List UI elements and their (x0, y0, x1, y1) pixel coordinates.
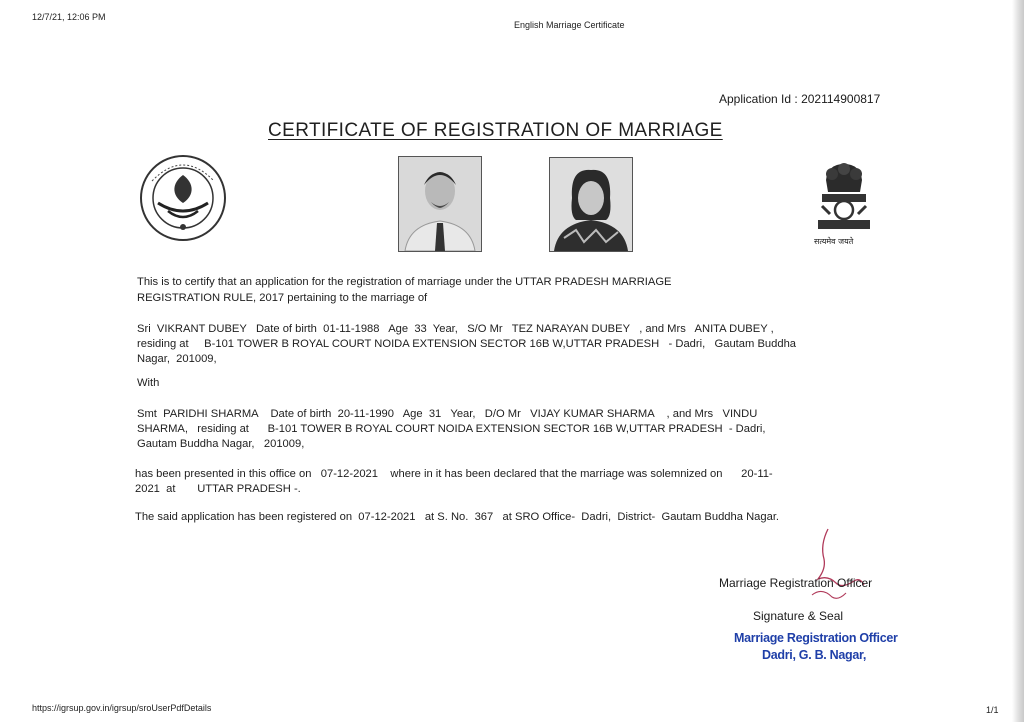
emblem-motto: सत्यमेव जयते (814, 237, 854, 246)
application-id-label: Application Id : (719, 92, 798, 106)
signature-seal-label: Signature & Seal (753, 609, 844, 623)
footer-page-number: 1/1 (986, 705, 999, 715)
national-emblem-icon (804, 156, 884, 232)
officer-signature (798, 525, 868, 605)
groom-line-2: residing at B-101 TOWER B ROYAL COURT NOIDA EXTENSION SECTOR 16B W,UTTAR PRADESH - Dadri, Gautam Buddha (137, 338, 797, 350)
page-edge-shadow (1012, 0, 1024, 722)
groom-line-3: Nagar, 201009, (137, 353, 217, 365)
presented-line-1: has been presented in this office on 07-12-2021 where in it has been declared that the marriage was solemnized on 20-11- (135, 468, 773, 480)
certificate-title: CERTIFICATE OF REGISTRATION OF MARRIAGE (268, 120, 723, 141)
bride-line-2: SHARMA, residing at B-101 TOWER B ROYAL COURT NOIDA EXTENSION SECTOR 16B W,UTTAR PRADESH - Dadri, (137, 423, 766, 435)
groom-photo (398, 156, 482, 252)
print-page-title: English Marriage Certificate (514, 20, 625, 30)
print-datetime: 12/7/21, 12:06 PM (32, 12, 106, 22)
seal-stamp-line-1: Marriage Registration Officer (734, 631, 898, 645)
bride-line-1: Smt PARIDHI SHARMA Date of birth 20-11-1990 Age 31 Year, D/O Mr VIJAY KUMAR SHARMA , and Mrs VINDU (137, 408, 758, 420)
intro-line-1: This is to certify that an application for the registration of marriage under the UTTAR PRADESH MARRIAGE (137, 276, 672, 288)
presented-line-2: 2021 at UTTAR PRADESH -. (135, 483, 301, 495)
application-id (719, 92, 880, 106)
application-id-value: 202114900817 (801, 92, 881, 106)
bride-line-3: Gautam Buddha Nagar, 201009, (137, 438, 305, 450)
bride-photo (549, 157, 633, 252)
groom-photo-image (399, 157, 481, 251)
bride-photo-image (550, 158, 632, 251)
up-government-seal-icon (138, 153, 228, 243)
registration-statement: The said application has been registered on 07-12-2021 at S. No. 367 at SRO Office- Dadri, District- Gautam Buddha Nagar. (135, 511, 780, 523)
groom-line-1: Sri VIKRANT DUBEY Date of birth 01-11-1988 Age 33 Year, S/O Mr TEZ NARAYAN DUBEY , and Mrs ANITA DUBEY , (137, 323, 774, 335)
with-label: With (137, 377, 160, 389)
seal-stamp-line-2: Dadri, G. B. Nagar, (762, 648, 867, 662)
intro-line-2: REGISTRATION RULE, 2017 pertaining to the marriage of (137, 292, 428, 304)
officer-title: Marriage Registration Officer (719, 576, 873, 590)
footer-url: https://igrsup.gov.in/igrsup/sroUserPdfDetails (32, 703, 212, 713)
